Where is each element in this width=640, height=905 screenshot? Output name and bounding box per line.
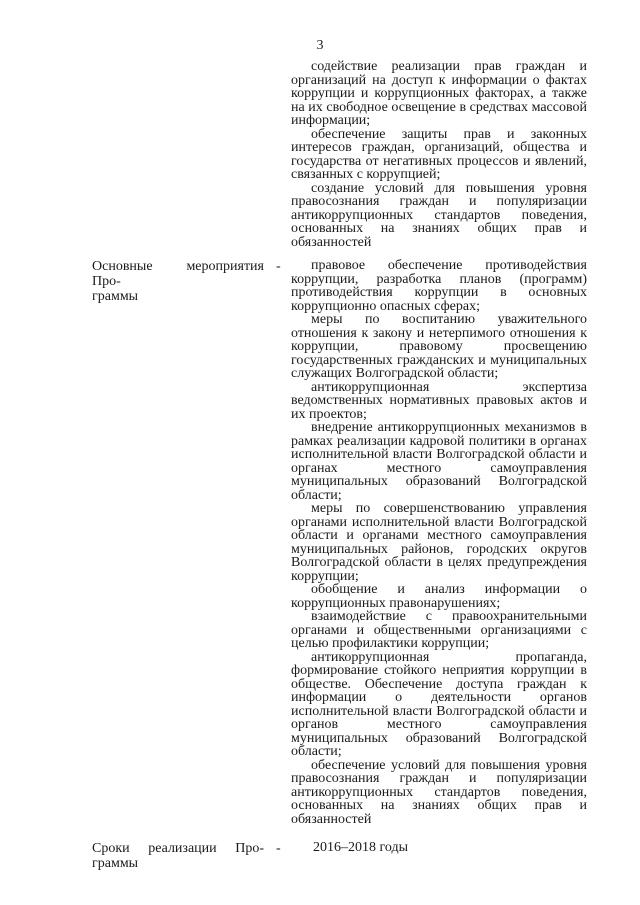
- goals-paragraph: обеспечение защиты прав и законных интересов граждан, организаций, общества и государства от негативных процессов и явлений, связанных с коррупцией;: [291, 126, 587, 182]
- events-dash: -: [276, 259, 281, 274]
- events-paragraph: меры по воспитанию уважительного отношения к закону и нетерпимого отношения к коррупции, правовому просвещению государственных гражданских и муниципальных служащих Волгоградской области;: [291, 312, 587, 381]
- goals-paragraph: содействие реализации прав граждан и организаций на доступ к информации о фактах коррупции и коррупционных факторах, а также на их свободное освещение в средствах массовой информации;: [291, 59, 587, 128]
- terms-dash: -: [276, 841, 281, 856]
- page-number: 3: [316, 38, 324, 53]
- events-paragraph: внедрение антикоррупционных механизмов в рамках реализации кадровой политики в органах исполнительной власти Волгоградской области и органах местного самоуправления муниципальных образований Волгоградской области;: [291, 420, 587, 503]
- events-content: [291, 259, 587, 826]
- events-paragraph: антикоррупционная пропаганда, формирование стойкого неприятия коррупции в обществе. Обеспечение доступа граждан к информации о деятельности органов исполнительной власти Волгоградской области и органов местного самоуправления муниципальных образований Волгоградской области;: [291, 649, 587, 759]
- goals-paragraph: создание условий для повышения уровня правосознания граждан и популяризации антикоррупционных стандартов поведения, основанных на знаниях общих прав и обязанностей: [291, 180, 587, 250]
- goals-content: [291, 60, 587, 249]
- events-paragraph: взаимодействие с правоохранительными органами и общественными организациями с целью профилактики коррупции;: [291, 609, 587, 651]
- terms-value: 2016–2018 годы: [313, 840, 409, 855]
- events-label-line: граммы: [92, 289, 139, 304]
- events-label-line: Основные мероприятия Про-: [92, 259, 264, 289]
- terms-label-line: граммы: [92, 856, 139, 871]
- events-paragraph: правовое обеспечение противодействия коррупции, разработка планов (программ) противодействия коррупции в основных коррупционно опасных сферах;: [291, 258, 587, 314]
- events-paragraph: обеспечение условий для повышения уровня правосознания граждан и популяризации антикоррупционных стандартов поведения, основанных на знаниях общих прав и обязанностей: [291, 757, 587, 827]
- terms-label-word: Сроки: [92, 841, 130, 856]
- terms-label-first-line: [92, 841, 264, 856]
- events-label: [92, 259, 264, 304]
- events-paragraph: обобщение и анализ информации о коррупционных правонарушениях;: [291, 582, 587, 611]
- events-paragraph: антикоррупционная экспертиза ведомственных нормативных правовых актов и их проектов;: [291, 379, 587, 422]
- terms-label: [92, 841, 264, 871]
- terms-label-word: реализации: [148, 841, 217, 856]
- events-paragraph: меры по совершенствованию управления органами исполнительной власти Волгоградской области и органами местного самоуправления муниципальных районов, городских округов Волгоградской области в целях предупреждения коррупции;: [291, 501, 587, 584]
- terms-label-word: Про-: [235, 841, 264, 856]
